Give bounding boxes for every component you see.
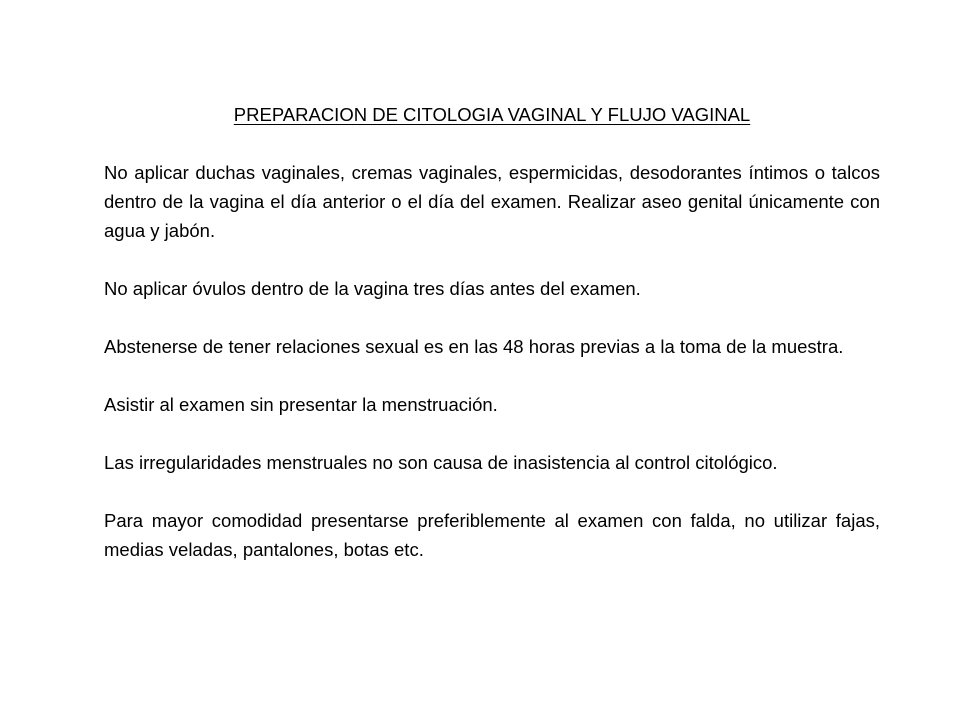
paragraph-ovules: No aplicar óvulos dentro de la vagina tres días antes del examen. [104, 278, 641, 299]
paragraph-menstruation: Asistir al examen sin presentar la menstruación. [104, 394, 498, 415]
paragraph-irregularities: Las irregularidades menstruales no son causa de inasistencia al control citológico. [104, 452, 778, 473]
paragraph-abstinence: Abstenerse de tener relaciones sexual es en las 48 horas previas a la toma de la muestra. [104, 336, 844, 357]
document-body [104, 100, 880, 593]
paragraph-clothing: Para mayor comodidad presentarse preferiblemente al examen con falda, no utilizar fajas, medias veladas, pantalones, botas etc. [104, 510, 880, 560]
document-title: PREPARACION DE CITOLOGIA VAGINAL Y FLUJO VAGINAL [233, 104, 751, 125]
paragraph-hygiene: No aplicar duchas vaginales, cremas vaginales, espermicidas, desodorantes íntimos o talcos dentro de la vagina el día anterior o el día del examen. Realizar aseo genital únicamente con agua y jabón. [104, 162, 880, 241]
